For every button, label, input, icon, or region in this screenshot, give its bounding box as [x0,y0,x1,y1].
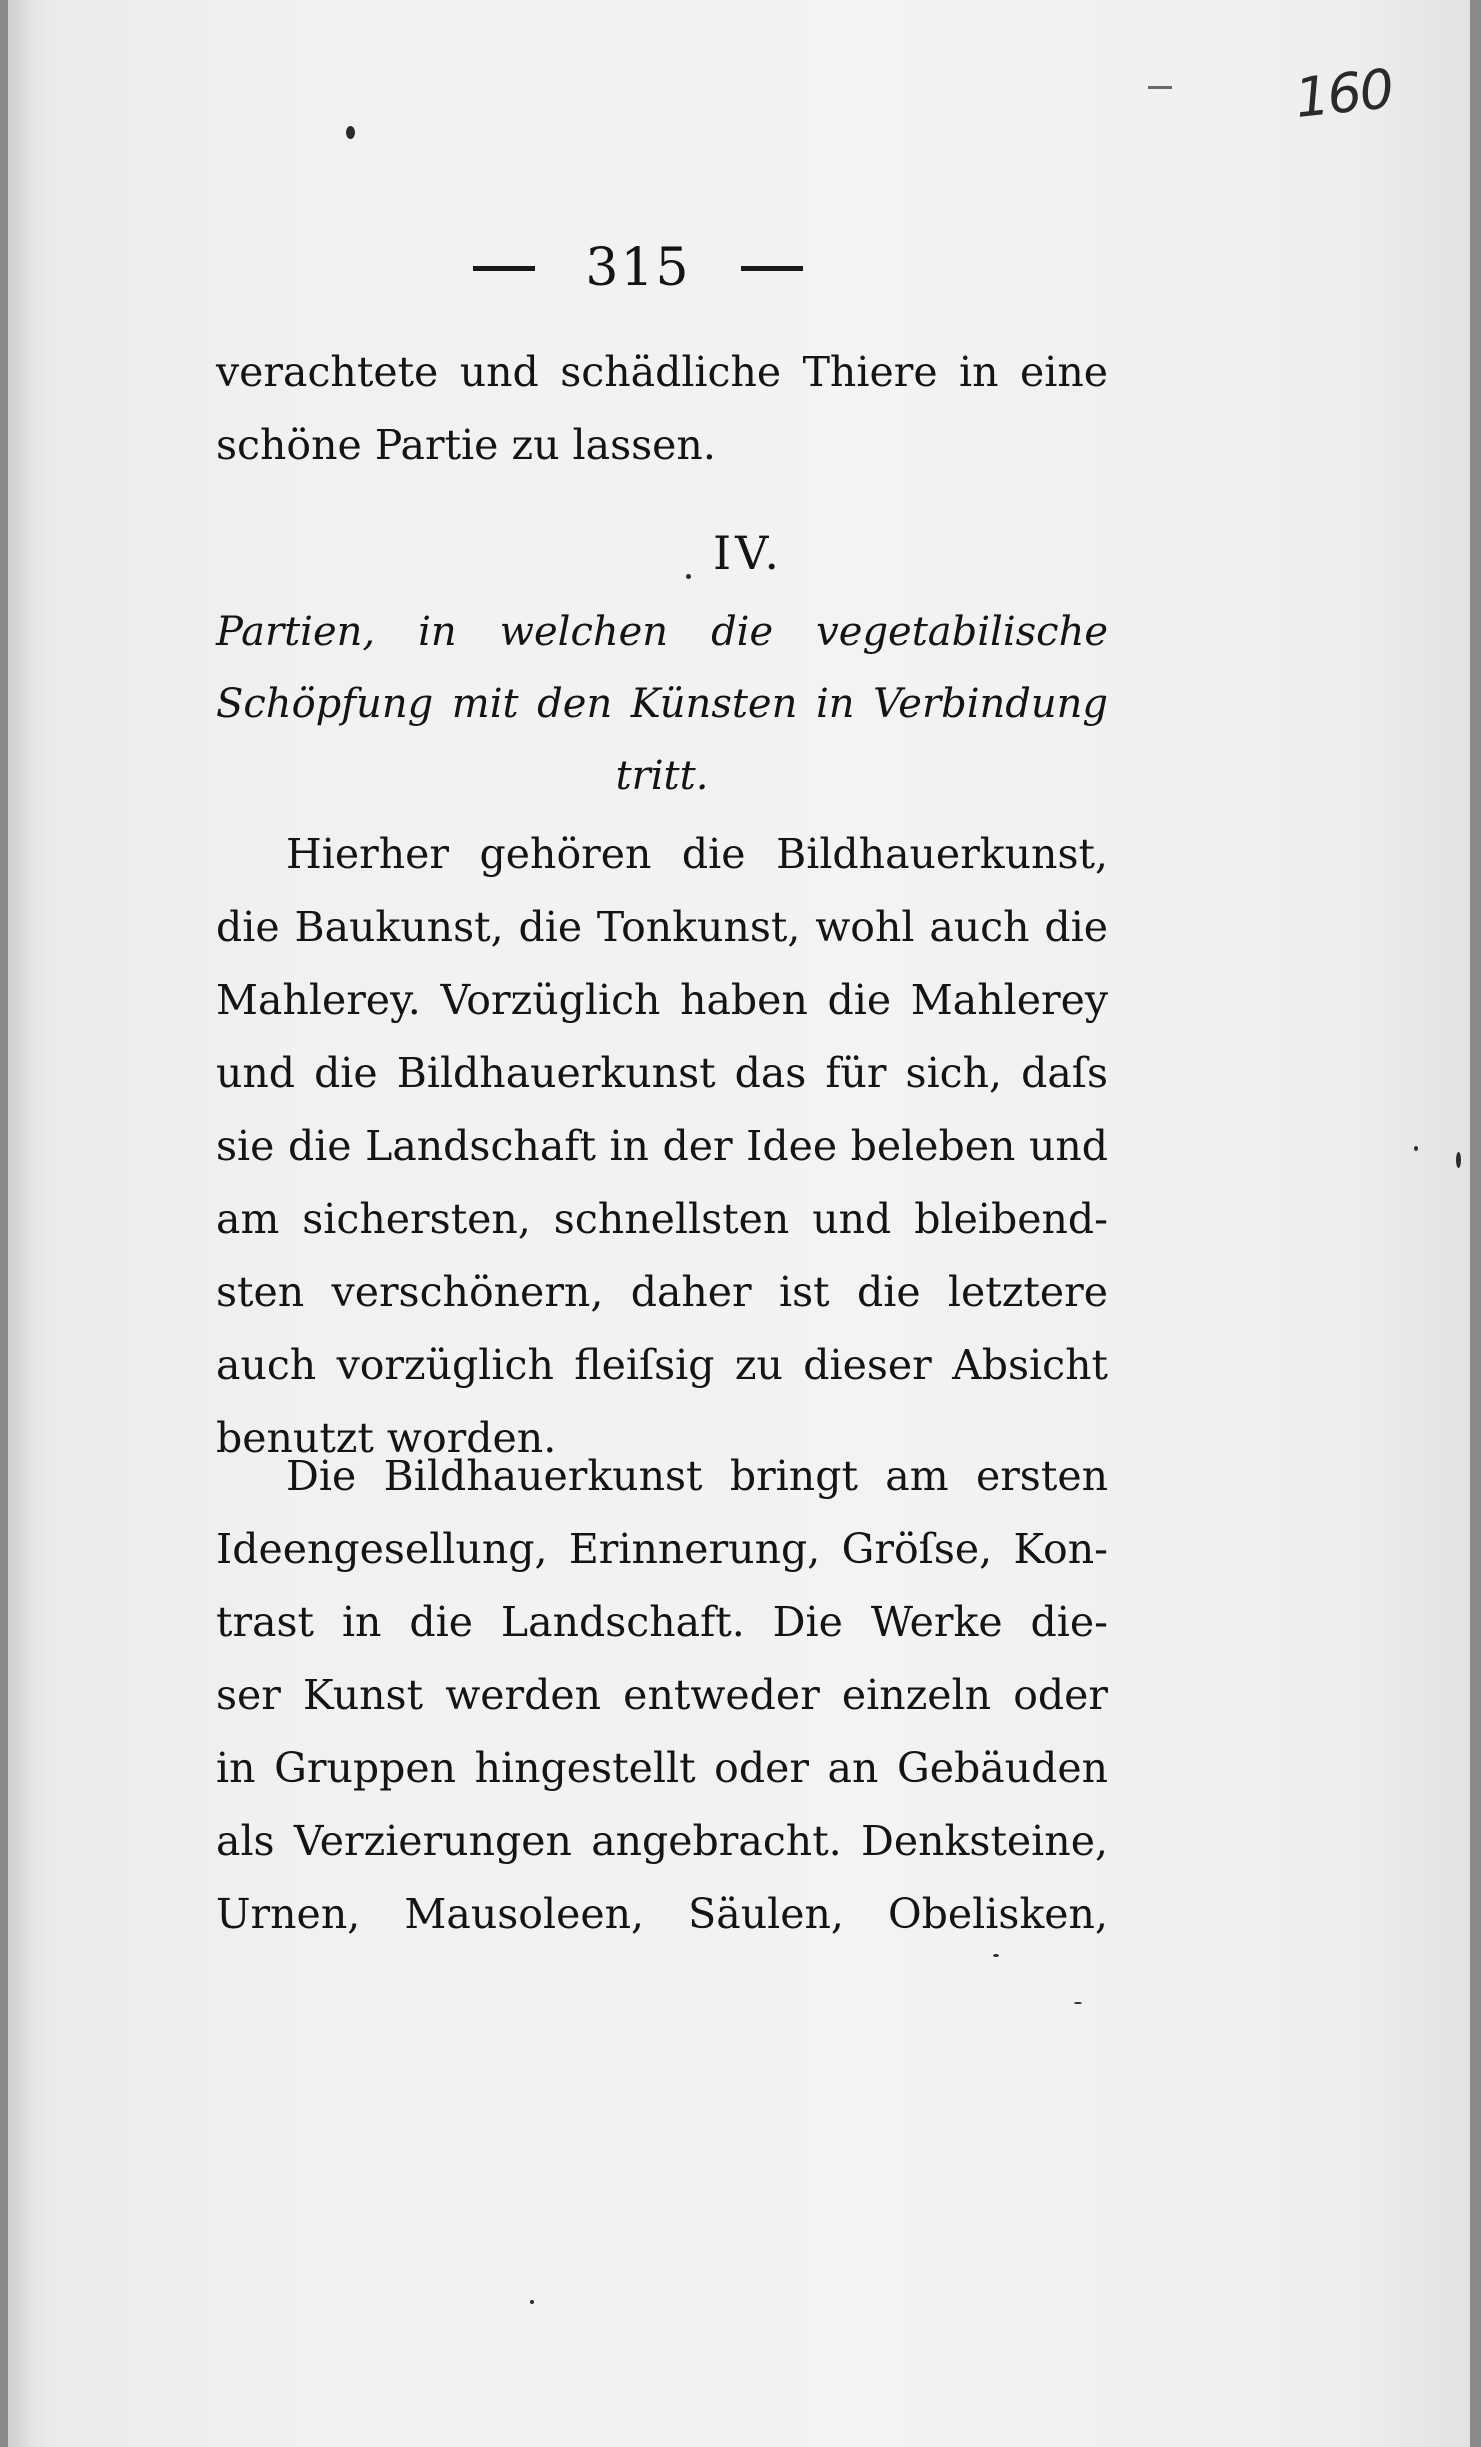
text-line: auch vorzüglich fleiſsig zu dieser Absicht [216,1341,1108,1389]
text-line: Mahlerey. Vorzüglich haben die Mahlerey [216,976,1108,1024]
text-line: schöne Partie zu lassen. [216,421,716,469]
title-line: Schöpfung mit den Künsten in Verbindung [216,681,1108,727]
pencil-dash-mark [1148,86,1172,89]
title-line: Partien, in welchen die vegetabilische [216,609,1108,655]
header-dash-right [741,266,803,271]
section-number [8,526,1470,580]
text-line: Hierher gehören die Bildhauerkunst, [286,830,1108,878]
ink-speck [1456,1152,1461,1168]
text-line: sten verschönern, daher ist die letztere [216,1268,1108,1316]
text-line: trast in die Landschaft. Die Werke die- [216,1598,1108,1646]
text-line: benutzt worden. [216,1414,557,1462]
book-page [8,0,1470,2447]
text-line: verachtete und schädliche Thiere in eine [216,348,1108,396]
ink-speck [1074,2002,1082,2004]
paragraph [216,1440,1108,1951]
text-line: als Verzierungen angebracht. Denksteine, [216,1817,1108,1865]
text-line: Die Bildhauerkunst bringt am ersten [286,1452,1108,1500]
text-line: und die Bildhauerkunst das für sich, daſs [216,1049,1108,1097]
folio-number: 160 [1291,57,1396,130]
text-line: ser Kunst werden entweder einzeln oder [216,1671,1108,1719]
ink-speck [530,2300,534,2304]
text-line: in Gruppen hingestellt oder an Gebäuden [216,1744,1108,1792]
text-line: die Baukunst, die Tonkunst, wohl auch die [216,903,1108,951]
ink-speck [1414,1146,1418,1151]
page-number: 315 [585,238,691,298]
ink-speck [686,574,691,579]
title-line: tritt. [615,753,709,799]
text-line: Urnen, Mausoleen, Säulen, Obelisken, [216,1890,1108,1938]
header-dash-left [473,266,535,271]
paragraph-continued [216,336,1108,482]
paragraph [216,818,1108,1475]
text-line: am sichersten, schnellsten und bleibend- [216,1195,1108,1243]
text-line: Ideengesellung, Erinnerung, Gröſse, Kon- [216,1525,1108,1573]
section-number-text: IV. [713,526,783,580]
text-line: sie die Landschaft in der Idee beleben und [216,1122,1108,1170]
section-title [216,596,1108,812]
ink-speck [346,126,355,139]
page-header [448,238,828,298]
ink-speck [993,1954,999,1957]
